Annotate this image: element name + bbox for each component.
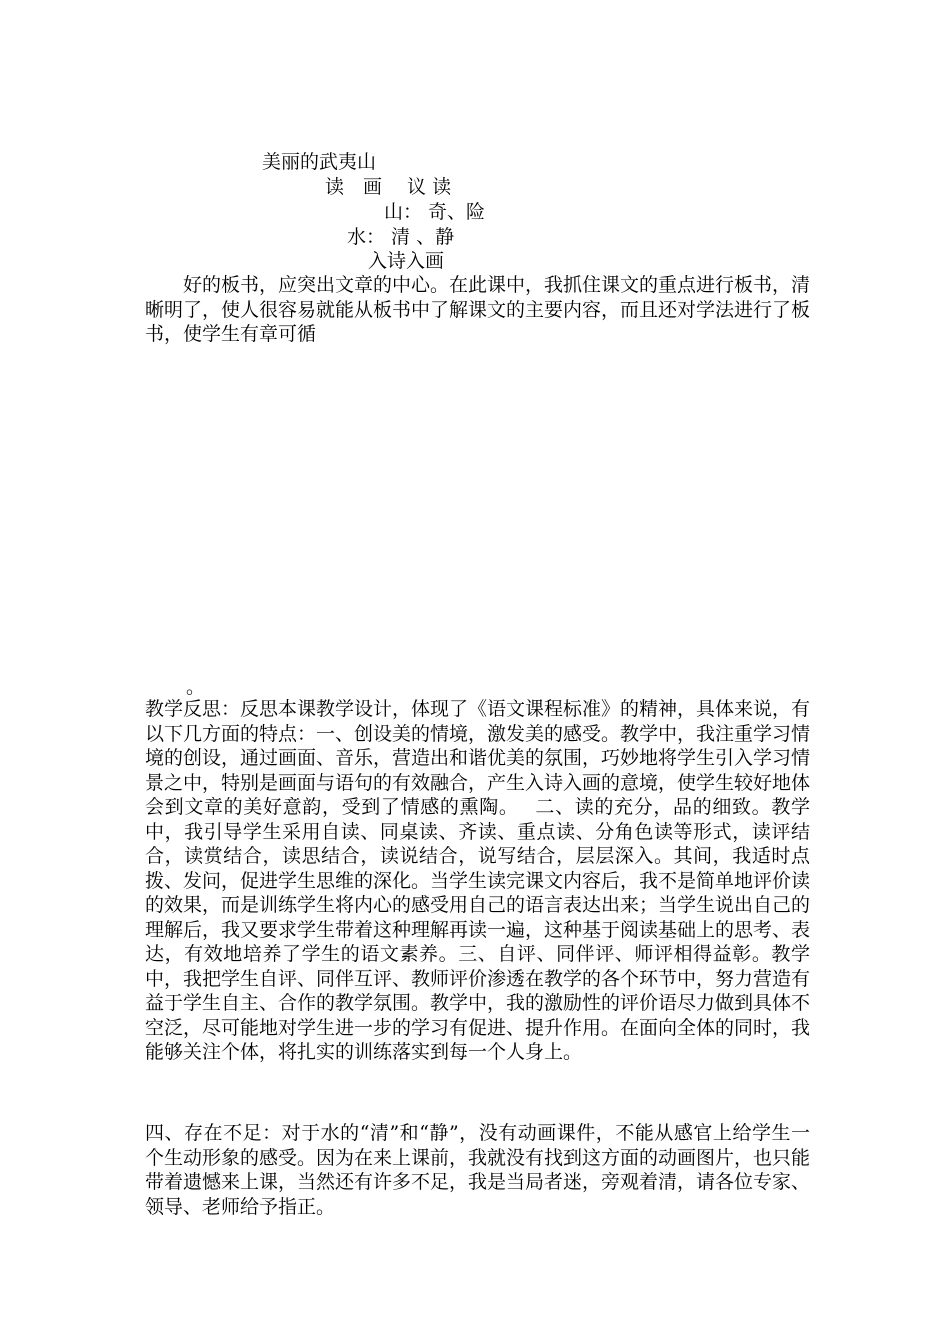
board-line-water: 水： 清 、静 xyxy=(347,226,455,248)
board-line-poetic: 入诗入画 xyxy=(368,250,445,272)
stray-period: 。 xyxy=(186,676,206,698)
lesson-title: 美丽的武夷山 xyxy=(262,151,377,173)
intro-paragraph: 好的板书，应突出文章的中心。在此课中，我抓住课文的重点进行板书，清晰明了，使人很容易就能从板书中了解课文的主要内容，而且还对学法进行了板书，使学生有章可循 xyxy=(145,274,811,345)
shortcoming-paragraph: 四、存在不足：对于水的“清”和“静”，没有动画课件，不能从感官上给学生一个生动形象的感受。因为在来上课前，我就没有找到这方面的动画图片，也只能带着遗憾来上课，当然还有许多不足，我是当局者迷，旁观着清，请各位专家、领导、老师给予指正。 xyxy=(145,1122,811,1218)
reflection-paragraph: 教学反思：反思本课教学设计，体现了《语文课程标准》的精神，具体来说，有以下几方面的特点：一、创设美的情境，激发美的感受。教学中，我注重学习情境的创设，通过画面、音乐，营造出和谐优美的氛围，巧妙地将学生引入学习情景之中，特别是画面与语句的有效融合，产生入诗入画的意境，使学生较好地体会到文章的美好意韵，受到了情感的熏陶。 二、读的充分，品的细致。教学中，我引导学生采用自读、同桌读、齐读、重点读、分角色读等形式，读评结合，读赏结合，读思结合，读说结合，说写结合，层层深入。其间，我适时点拨、发问，促进学生思维的深化。当学生读完课文内容后，我不是简单地评价读的效果，而是训练学生将内心的感受用自己的语言表达出来；当学生说出自己的理解后，我又要求学生带着这种理解再读一遍，这种基于阅读基础上的思考、表达，有效地培养了学生的语文素养。三、自评、同伴评、师评相得益彰。教学中，我把学生自评、同伴互评、教师评价渗透在教学的各个环节中，努力营造有益于学生自主、合作的教学氛围。教学中，我的激励性的评价语尽力做到具体不空泛，尽可能地对学生进一步的学习有促进、提升作用。在面向全体的同时，我能够关注个体，将扎实的训练落实到每一个人身上。 xyxy=(145,698,811,1063)
board-line-read-draw-discuss: 读 画 议 读 xyxy=(325,176,452,198)
board-line-mountain: 山： 奇、险 xyxy=(384,201,486,223)
